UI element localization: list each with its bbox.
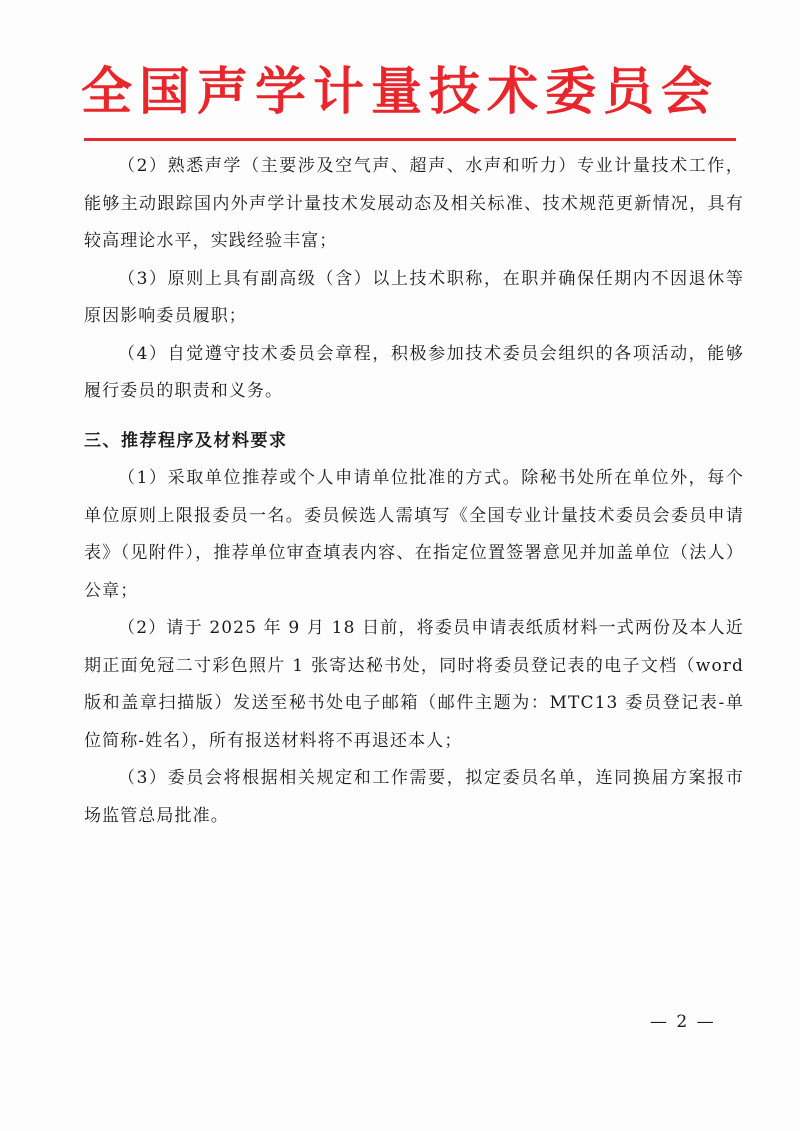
section-heading-procedure: 三、推荐程序及材料要求 bbox=[84, 430, 288, 451]
document-body bbox=[84, 148, 744, 835]
paragraph-procedure-3: （3）委员会将根据相关规定和工作需要，拟定委员名单，连同换届方案报市场监管总局批准。 bbox=[84, 768, 744, 826]
paragraph-requirement-3: （3）原则上具有副高级（含）以上技术职称，在职并确保任期内不因退休等原因影响委员履职； bbox=[84, 268, 744, 326]
letterhead-red-rule bbox=[84, 138, 736, 141]
paragraph-procedure-2: （2）请于 2025 年 9 月 18 日前，将委员申请表纸质材料一式两份及本人近期正面免冠二寸彩色照片 1 张寄达秘书处，同时将委员登记表的电子文档（word 版和盖章扫描版）发送至秘书处电子邮箱（邮件主题为：MTC13 委员登记表-单位简称-姓名），所有报送材料将不再退还本人； bbox=[84, 618, 744, 751]
letterhead-title: 全国声学计量技术委员会 bbox=[80, 63, 719, 122]
page-number: — 2 — bbox=[650, 1012, 716, 1032]
paragraph-requirement-4: （4）自觉遵守技术委员会章程，积极参加技术委员会组织的各项活动，能够履行委员的职责和义务。 bbox=[84, 343, 744, 401]
paragraph-requirement-2: （2）熟悉声学（主要涉及空气声、超声、水声和听力）专业计量技术工作，能够主动跟踪国内外声学计量技术发展动态及相关标准、技术规范更新情况，具有较高理论水平，实践经验丰富； bbox=[84, 156, 744, 251]
paragraph-procedure-1: （1）采取单位推荐或个人申请单位批准的方式。除秘书处所在单位外，每个单位原则上限报委员一名。委员候选人需填写《全国专业计量技术委员会委员申请表》（见附件），推荐单位审查填表内容、在指定位置签署意见并加盖单位（法人）公章； bbox=[84, 468, 744, 601]
